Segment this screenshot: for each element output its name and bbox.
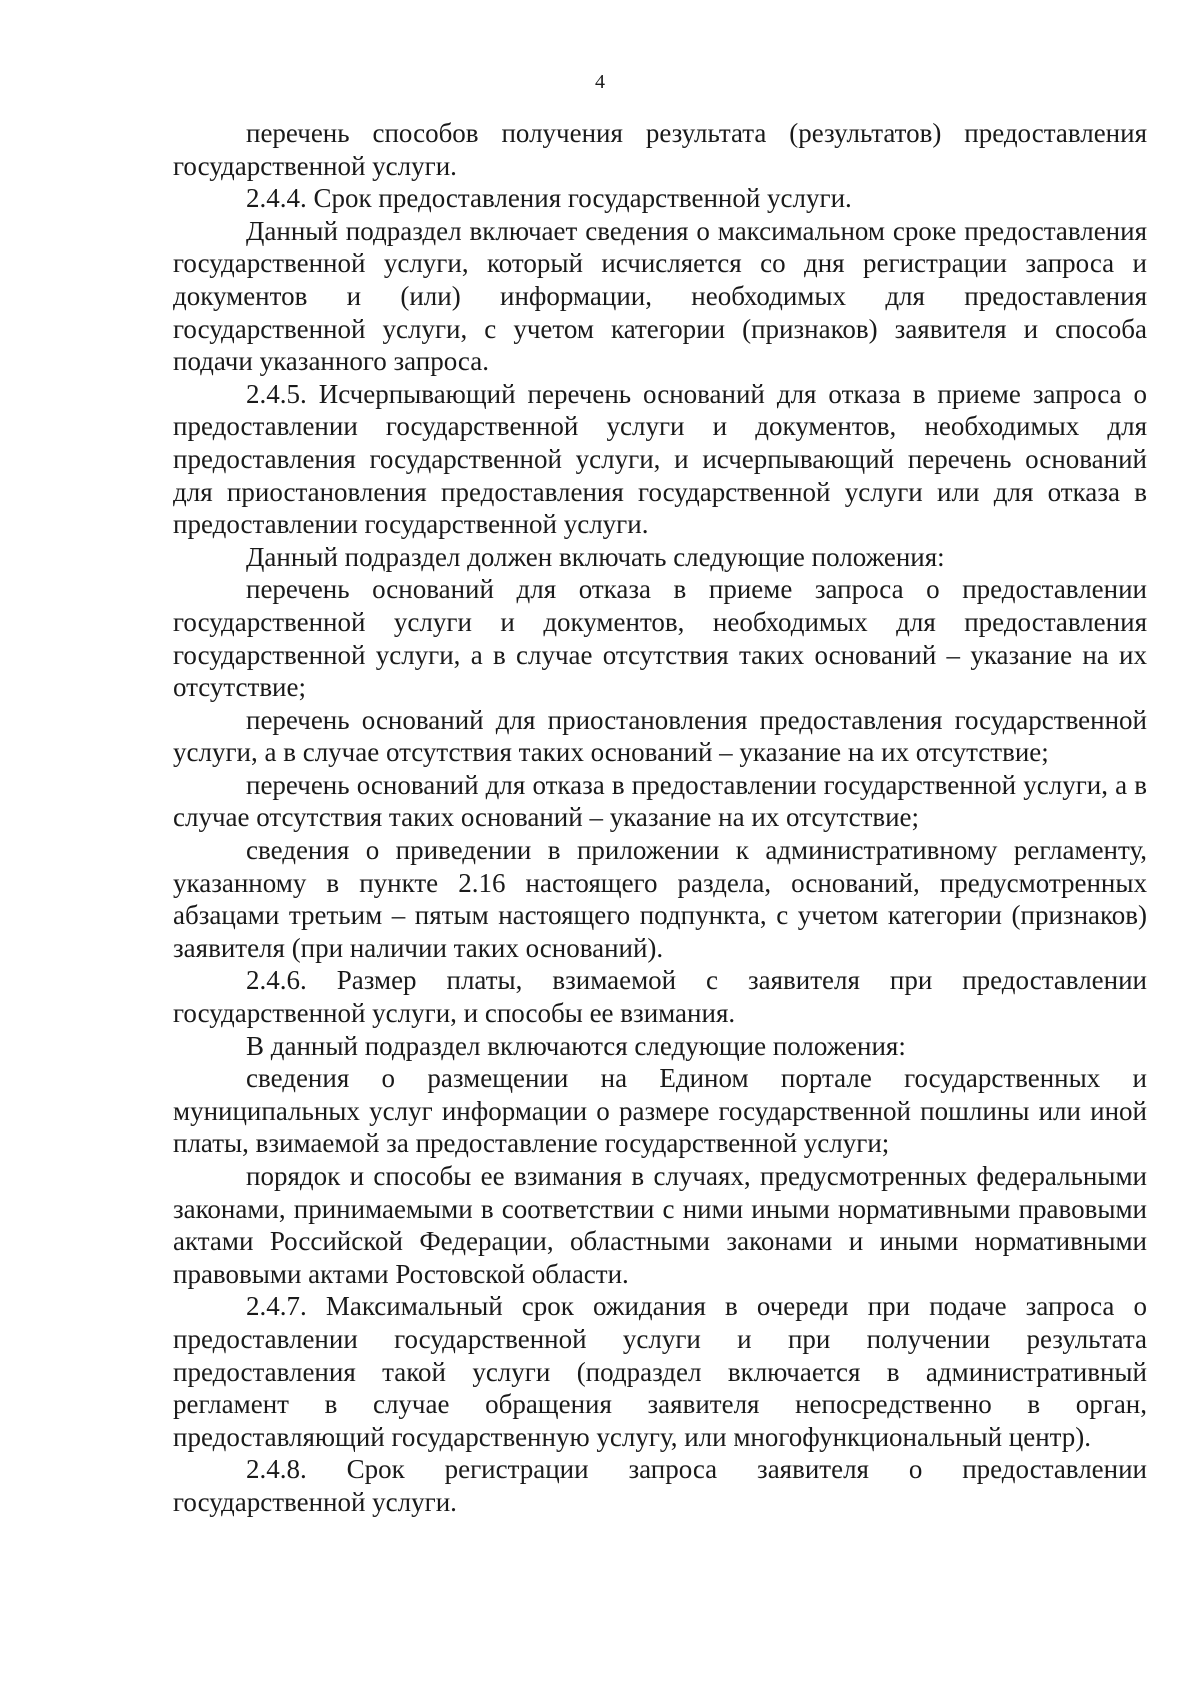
paragraph-2-4-5-intro: Данный подраздел должен включать следующие положения: xyxy=(246,541,945,572)
paragraph-refusal-grounds: перечень оснований для отказа в приеме запроса о предоставлении государственной услуги и документов, необходимых для предоставления государственной услуги, а в случае отсутствия таких оснований – указание на их отсутствие; xyxy=(173,574,1147,703)
paragraph-denial-grounds: перечень оснований для отказа в предоставлении государственной услуги, а в случае отсутствия таких оснований – указание на их отсутствие; xyxy=(173,769,1147,833)
document-body xyxy=(173,117,1147,1519)
paragraph-2-4-6-intro: В данный подраздел включаются следующие положения: xyxy=(246,1030,906,1061)
paragraph-2-4-8-heading: 2.4.8. Срок регистрации запроса заявителя о предоставлении государственной услуги. xyxy=(173,1454,1147,1517)
paragraph-2-4-4-content: Данный подраздел включает сведения о максимальном сроке предоставления государственной услуги, который исчисляется со дня регистрации запроса и документов и (или) информации, необходимых для предоставления государственной услуги, с учетом категории (признаков) заявителя и способа подачи указанного запроса. xyxy=(173,215,1147,377)
paragraph-2-4-7-heading: 2.4.7. Максимальный срок ожидания в очереди при подаче запроса о предоставлении государственной услуги и при получении результата предоставления такой услуги (подраздел включается в административный регламент в случае обращения заявителя непосредственно в орган, предоставляющий государственную услугу, или многофункциональный центр). xyxy=(173,1291,1147,1452)
paragraph-suspension-grounds: перечень оснований для приостановления предоставления государственной услуги, а в случае отсутствия таких оснований – указание на их отсутствие; xyxy=(173,704,1147,768)
page-number: 4 xyxy=(595,71,605,93)
paragraph-2-4-4-heading: 2.4.4. Срок предоставления государственной услуги. xyxy=(246,183,852,214)
paragraph-appendix-info: сведения о приведении в приложении к административному регламенту, указанному в пункте 2.16 настоящего раздела, оснований, предусмотренных абзацами третьим – пятым настоящего подпункта, с учетом категории (признаков) заявителя (при наличии таких оснований). xyxy=(173,835,1147,963)
paragraph-2-4-6-heading: 2.4.6. Размер платы, взимаемой с заявителя при предоставлении государственной услуги, и способы ее взимания. xyxy=(173,965,1147,1029)
paragraph-2-4-5-heading: 2.4.5. Исчерпывающий перечень оснований для отказа в приеме запроса о предоставлении государственной услуги и документов, необходимых для предоставления государственной услуги, и исчерпывающий перечень оснований для приостановления предоставления государственной услуги или для отказа в предоставлении государственной услуги. xyxy=(173,378,1147,540)
paragraph-fee-collection: порядок и способы ее взимания в случаях, предусмотренных федеральными законами, принимаемыми в соответствии с ними иными нормативными правовыми актами Российской Федерации, областными законами и иными нормативными правовыми актами Ростовской области. xyxy=(173,1161,1147,1289)
paragraph-result-methods: перечень способов получения результата (результатов) предоставления государственной услуги. xyxy=(173,118,1147,181)
paragraph-portal-fee-info: сведения о размещении на Едином портале государственных и муниципальных услуг информации о размере государственной пошлины или иной платы, взимаемой за предоставление государственной услуги; xyxy=(173,1063,1147,1159)
